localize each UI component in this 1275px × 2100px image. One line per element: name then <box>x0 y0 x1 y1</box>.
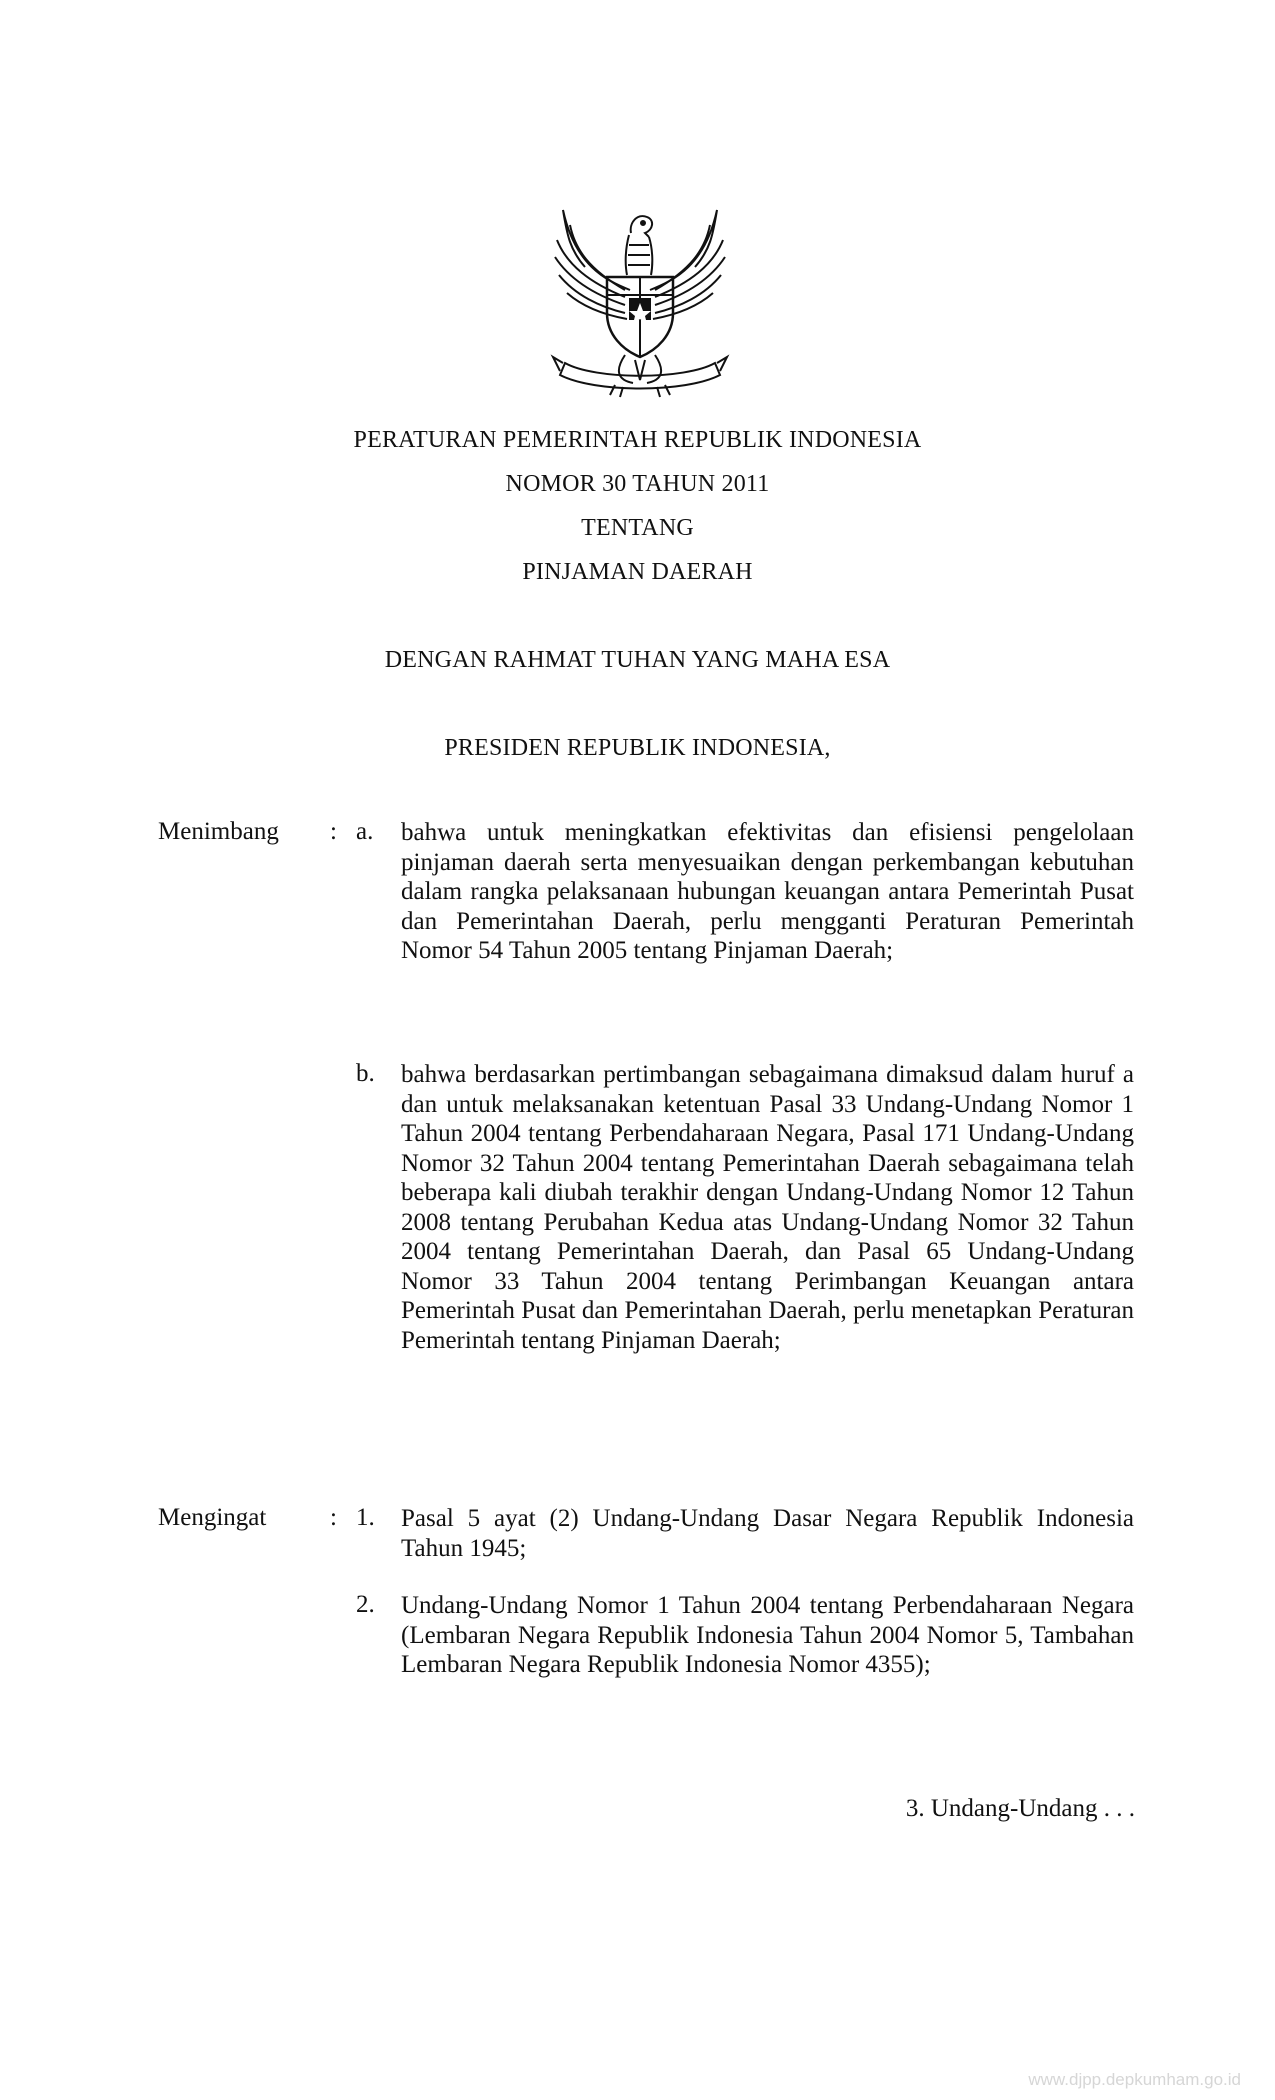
regulation-subject: PINJAMAN DAERAH <box>522 559 753 585</box>
garuda-emblem-icon <box>545 195 735 405</box>
mengingat-item-2-marker: 2. <box>356 1591 375 1618</box>
menimbang-label: Menimbang <box>158 818 279 845</box>
watermark-url: www.djpp.depkumham.go.id <box>1028 2070 1241 2089</box>
menimbang-colon: : <box>330 818 337 845</box>
mengingat-colon: : <box>330 1504 337 1531</box>
regulation-title: PERATURAN PEMERINTAH REPUBLIK INDONESIA <box>353 427 922 453</box>
mengingat-item-2-text: Undang-Undang Nomor 1 Tahun 2004 tentang Perbendaharaan Negara (Lembaran Negara Republik Indonesia Tahun 2004 Nomor 5, Tambahan Lembaran Negara Republik Indonesia Nomor 4355); <box>401 1592 1134 1678</box>
mengingat-item-1-text: Pasal 5 ayat (2) Undang-Undang Dasar Negara Republik Indonesia Tahun 1945; <box>401 1505 1134 1562</box>
mengingat-item-1-marker: 1. <box>356 1504 375 1531</box>
menimbang-item-b-marker: b. <box>356 1060 375 1087</box>
menimbang-item-a-marker: a. <box>356 818 374 845</box>
menimbang-item-b-text: bahwa berdasarkan pertimbangan sebagaimana dimaksud dalam huruf a dan untuk melaksanakan ketentuan Pasal 33 Undang-Undang Nomor 1 Tahun 2004 tentang Perbendaharaan Negara, Pasal 171 Undang-Undang Nomor 32 Tahun 2004 tentang Pemerintahan Daerah sebagaimana telah beberapa kali diubah terakhir dengan Undang-Undang Nomor 12 Tahun 2008 tentang Perubahan Kedua atas Undang-Undang Nomor 32 Tahun 2004 tentang Pemerintahan Daerah, dan Pasal 65 Undang-Undang Nomor 33 Tahun 2004 tentang Perimbangan Keuangan antara Pemerintah Pusat dan Pemerintahan Daerah, perlu menetapkan Peraturan Pemerintah tentang Pinjaman Daerah; <box>401 1061 1134 1354</box>
authority-text: PRESIDEN REPUBLIK INDONESIA, <box>444 735 831 761</box>
mengingat-label: Mengingat <box>158 1504 267 1531</box>
menimbang-item-a-text: bahwa untuk meningkatkan efektivitas dan efisiensi pengelolaan pinjaman daerah serta menyesuaikan dengan perkembangan kebutuhan dalam rangka pelaksanaan hubungan keuangan antara Pemerintah Pusat dan Pemerintahan Daerah, perlu mengganti Peraturan Pemerintah Nomor 54 Tahun 2005 tentang Pinjaman Daerah; <box>401 819 1134 964</box>
regulation-number: NOMOR 30 TAHUN 2011 <box>505 471 770 497</box>
regulation-about: TENTANG <box>581 515 694 541</box>
invocation-text: DENGAN RAHMAT TUHAN YANG MAHA ESA <box>384 647 891 673</box>
page-continuation: 3. Undang-Undang . . . <box>905 1795 1135 1822</box>
